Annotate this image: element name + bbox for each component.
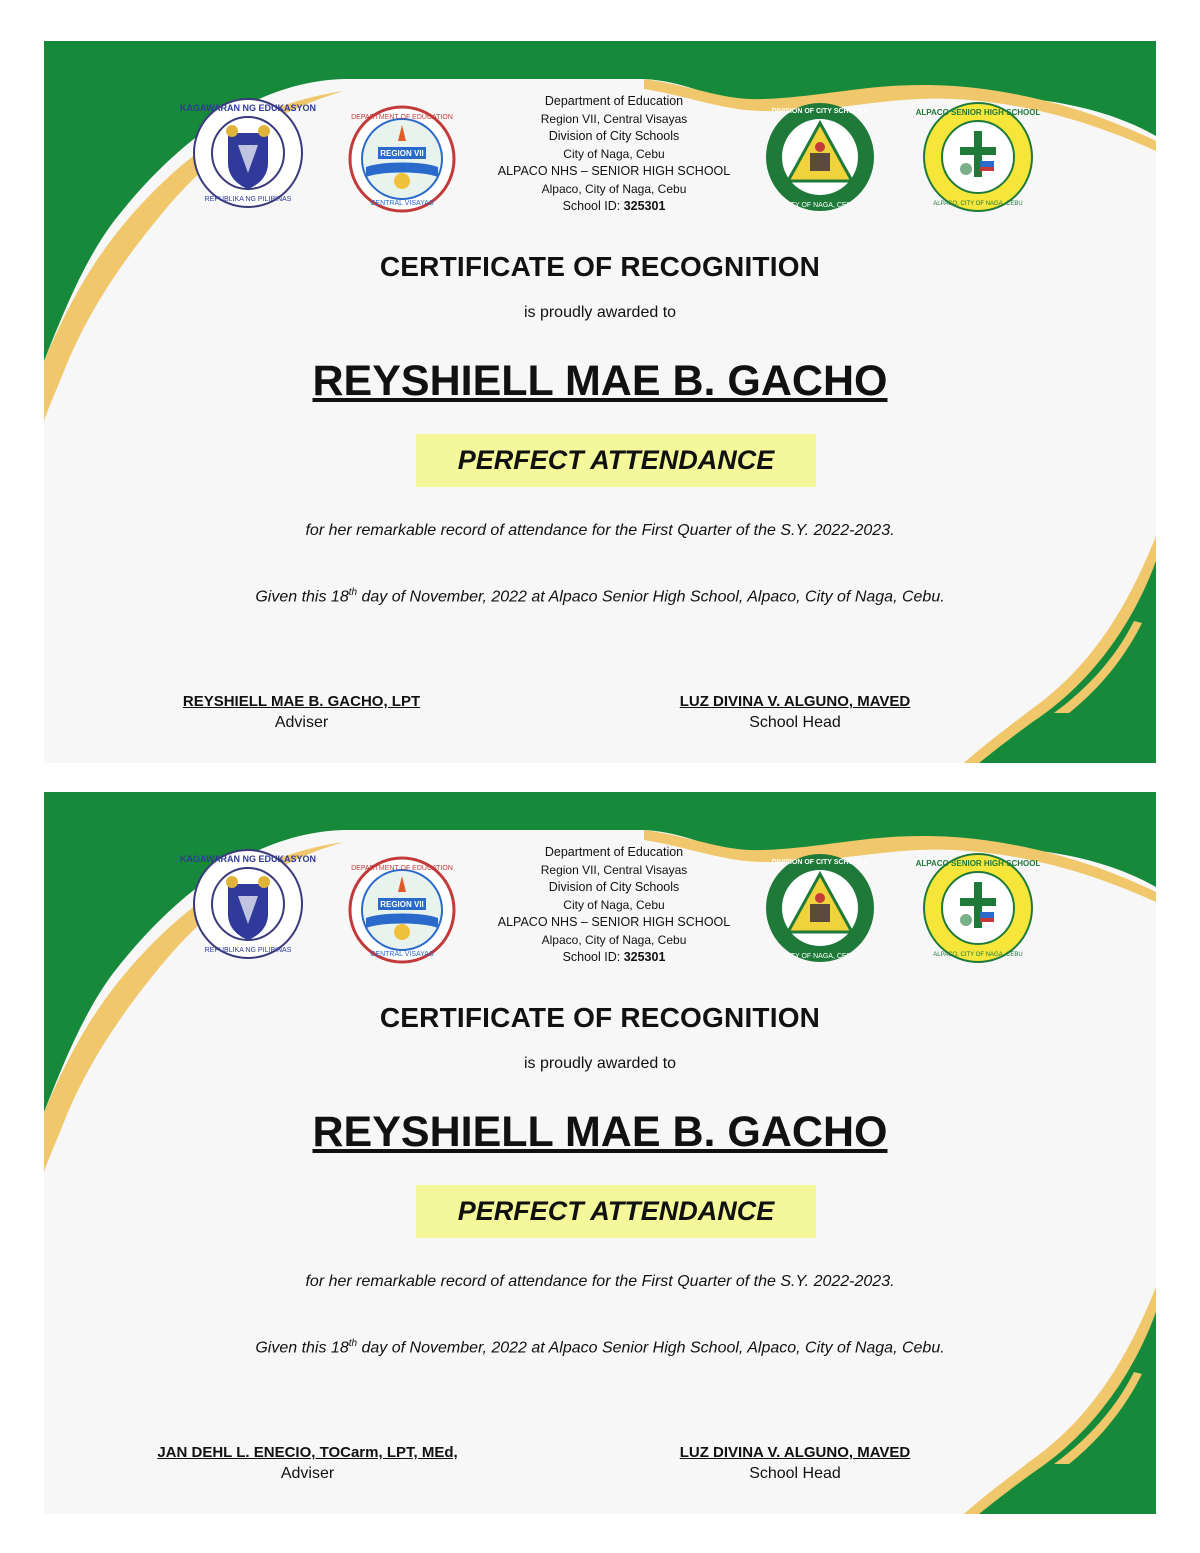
region-bottom-text: CENTRAL VISAYAS (370, 951, 434, 958)
certificate-1 (44, 41, 1156, 763)
school-bottom-text: ALPACO, CITY OF NAGA, CEBU (933, 201, 1023, 207)
given-suffix: day of November, 2022 at Alpaco Senior High School, Alpaco, City of Naga, Cebu. (357, 1339, 945, 1357)
award-title: PERFECT ATTENDANCE (416, 434, 816, 487)
region-ring-text: DEPARTMENT OF EDUCATION (351, 114, 453, 121)
deped-seal-icon (179, 97, 317, 209)
award-title: PERFECT ATTENDANCE (416, 1185, 816, 1238)
given-prefix: Given this 18 (255, 1339, 349, 1357)
signatory-role: School Head (749, 1465, 841, 1482)
header-line-school-id (464, 949, 764, 967)
awarded-to-text: is proudly awarded to (523, 1055, 677, 1072)
school-id-value: 325301 (623, 199, 666, 213)
header-line-address: Alpaco, City of Naga, Cebu (541, 932, 687, 947)
division-ring-text: DIVISION OF CITY SCHOOLS (771, 108, 869, 115)
alpaco-shs-seal-icon (915, 852, 1041, 964)
header-line-division: Division of City Schools (548, 880, 680, 894)
issuer-header (464, 93, 764, 216)
awarded-to-text: is proudly awarded to (523, 304, 677, 321)
certificate-2 (44, 792, 1156, 1514)
given-statement (44, 1338, 1156, 1357)
school-ring-text: ALPACO SENIOR HIGH SCHOOL (915, 108, 1041, 117)
header-line-school: ALPACO NHS – SENIOR HIGH SCHOOL (497, 915, 731, 929)
header-line-city: City of Naga, Cebu (563, 897, 665, 912)
deped-bottom-text: REPUBLIKA NG PILIPINAS (204, 947, 292, 954)
region-vii-seal-icon (346, 103, 458, 215)
header-line-department: Department of Education (544, 845, 684, 859)
header-line-division: Division of City Schools (548, 129, 680, 143)
signatory-name: JAN DEHL L. ENECIO, TOCarm, LPT, MEd, (157, 1444, 458, 1461)
school-ring-text: ALPACO SENIOR HIGH SCHOOL (915, 859, 1041, 868)
recipient-name: REYSHIELL MAE B. GACHO (312, 1108, 888, 1156)
deped-ring-text: KAGAWARAN NG EDUKASYON (179, 103, 317, 113)
signatory-name: LUZ DIVINA V. ALGUNO, MAVED (679, 693, 911, 710)
signatory-adviser (126, 1444, 489, 1483)
division-ring-text: DIVISION OF CITY SCHOOLS (771, 859, 869, 866)
signatory-role: School Head (749, 714, 841, 731)
deped-bottom-text: REPUBLIKA NG PILIPINAS (204, 196, 292, 203)
signatory-school-head (652, 693, 938, 732)
signatory-adviser (164, 693, 439, 732)
division-bottom-text: CITY OF NAGA, CEBU (783, 202, 857, 209)
award-reason: for her remarkable record of attendance for the First Quarter of the S.Y. 2022-2023. (305, 1273, 895, 1290)
header-line-address: Alpaco, City of Naga, Cebu (541, 181, 687, 196)
award-reason: for her remarkable record of attendance for the First Quarter of the S.Y. 2022-2023. (305, 522, 895, 539)
signatory-name: LUZ DIVINA V. ALGUNO, MAVED (679, 1444, 911, 1461)
division-bottom-text: CITY OF NAGA, CEBU (783, 953, 857, 960)
school-bottom-text: ALPACO, CITY OF NAGA, CEBU (933, 952, 1023, 958)
deped-seal-icon (179, 848, 317, 960)
given-suffix: day of November, 2022 at Alpaco Senior High School, Alpaco, City of Naga, Cebu. (357, 588, 945, 606)
signatory-role: Adviser (280, 1465, 335, 1482)
header-line-school-id (464, 198, 764, 216)
region-banner-text: REGION VII (380, 900, 424, 909)
region-banner-text: REGION VII (380, 149, 424, 158)
signatory-school-head (652, 1444, 938, 1483)
header-line-school: ALPACO NHS – SENIOR HIGH SCHOOL (497, 164, 731, 178)
region-ring-text: DEPARTMENT OF EDUCATION (351, 865, 453, 872)
given-statement (44, 587, 1156, 606)
header-line-region: Region VII, Central Visayas (540, 111, 688, 126)
issuer-header (464, 844, 764, 967)
division-city-schools-seal-icon (764, 852, 876, 964)
division-city-schools-seal-icon (764, 101, 876, 213)
given-prefix: Given this 18 (255, 588, 349, 606)
school-id-label: School ID: (562, 199, 624, 213)
school-id-value: 325301 (623, 950, 666, 964)
given-ordinal-suffix: th (348, 1338, 358, 1349)
header-line-region: Region VII, Central Visayas (540, 862, 688, 877)
signatory-role: Adviser (274, 714, 329, 731)
signatory-name: REYSHIELL MAE B. GACHO, LPT (182, 693, 421, 710)
alpaco-shs-seal-icon (915, 101, 1041, 213)
certificate-title: CERTIFICATE OF RECOGNITION (379, 251, 821, 282)
header-line-city: City of Naga, Cebu (563, 146, 665, 161)
deped-ring-text: KAGAWARAN NG EDUKASYON (179, 854, 317, 864)
header-line-department: Department of Education (544, 94, 684, 108)
region-vii-seal-icon (346, 854, 458, 966)
region-bottom-text: CENTRAL VISAYAS (370, 200, 434, 207)
school-id-label: School ID: (562, 950, 624, 964)
given-ordinal-suffix: th (348, 587, 358, 598)
recipient-name: REYSHIELL MAE B. GACHO (312, 357, 888, 405)
certificate-title: CERTIFICATE OF RECOGNITION (379, 1002, 821, 1033)
